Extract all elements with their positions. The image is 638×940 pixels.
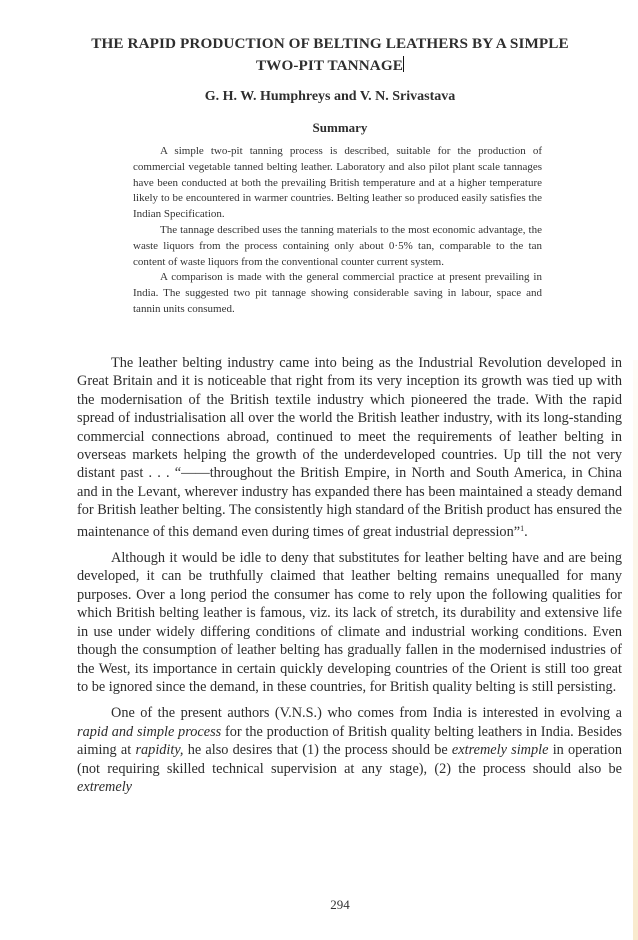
p3-emphasis: extremely bbox=[77, 778, 133, 795]
authors: G. H. W. Humphreys and V. N. Srivastava bbox=[204, 89, 456, 104]
p3-text: in operation (not requiring skilled technical supervision at any stage), (2) the process should also be bbox=[77, 742, 623, 777]
body-paragraph-3 bbox=[77, 704, 622, 796]
p3-text: One of the present authors (V.N.S.) who comes from India is interested in evolving a bbox=[111, 705, 622, 722]
page-edge-shadow bbox=[633, 360, 638, 940]
p3-emphasis: rapid and simple process bbox=[77, 723, 222, 740]
p3-emphasis: extremely simple bbox=[451, 742, 549, 759]
summary-paragraph: The tannage described uses the tanning materials to the most economic advantage, the waste liquors from the process containing only about 0·5% tan, comparable to the tan content of waste liquors from the conventional counter current system. bbox=[133, 223, 542, 268]
body-paragraph-2: Although it would be idle to deny that substitutes for leather belting have and are being developed, it can be truthfully claimed that leather belting remains unequalled for many purposes. Over a long period the consumer has come to rely upon the following qualities for which British belting leather is famous, viz. its lack of stretch, its durability and extensive life in use under widely differing conditions of climate and industrial working conditions. Even though the consumption of leather belting has gradually fallen in the modernised industries of the West, its importance in certain quickly developing countries of the Orient is still too great to be ignored since the demand, in these countries, for British quality belting is still persisting. bbox=[77, 550, 622, 695]
body-paragraph-1-text: The leather belting industry came into being as the Industrial Revolution developed in Great Britain and it is noticeable that right from its very inception its growth was tied up with the modernisation of the British textile industry which pioneered the trade. With the rapid spread of industrialisation all over the world the British leather industry, with its long-standing commercial connections abroad, continued to meet the requirements of leather belting in overseas markets helping the growth of the underdeveloped countries. Up till the not very distant past . . . “——throughout the British Empire, in North and South America, in China and in the Levant, wherever industry has expanded there has been maintained a steady demand for British leather belting. The consistently high standard of the British product has ensured the maintenance of this demand even during times of great industrial depression” bbox=[77, 355, 622, 540]
article-title-line-1: THE RAPID PRODUCTION OF BELTING LEATHERS BY A SIMPLE bbox=[91, 35, 569, 52]
article-title-line-2 bbox=[40, 55, 620, 77]
body-text bbox=[77, 354, 622, 804]
p3-emphasis: rapidity, bbox=[135, 742, 184, 759]
text-cursor bbox=[403, 56, 404, 72]
summary-paragraph: A simple two-pit tanning process is described, suitable for the production of commercial vegetable tanned belting leather. Laboratory and also pilot plant scale tannages have been conducted at both the prevailing British temperature and at a higher temperature likely to be encountered in warmer countries. Belting leather so produced easily satisfies the Indian Specification. bbox=[133, 145, 542, 221]
page-number: 294 bbox=[330, 897, 350, 912]
body-paragraph-1-end: . bbox=[524, 523, 528, 540]
body-paragraph-1 bbox=[77, 354, 622, 541]
summary-paragraph: A comparison is made with the general commercial practice at present prevailing in India. The suggested two pit tannage showing considerable saving in labour, space and tannin units consumed. bbox=[133, 271, 542, 315]
p3-text: for the production of British quality belting leathers in India. Besides aiming at bbox=[77, 723, 622, 759]
p3-text: he also desires that (1) the process should be bbox=[183, 742, 452, 759]
summary-heading: Summary bbox=[312, 120, 368, 135]
footnote-reference: 1 bbox=[520, 523, 525, 533]
article-title-line-2-text: TWO-PIT TANNAGE bbox=[255, 57, 404, 74]
summary-abstract bbox=[133, 144, 542, 318]
